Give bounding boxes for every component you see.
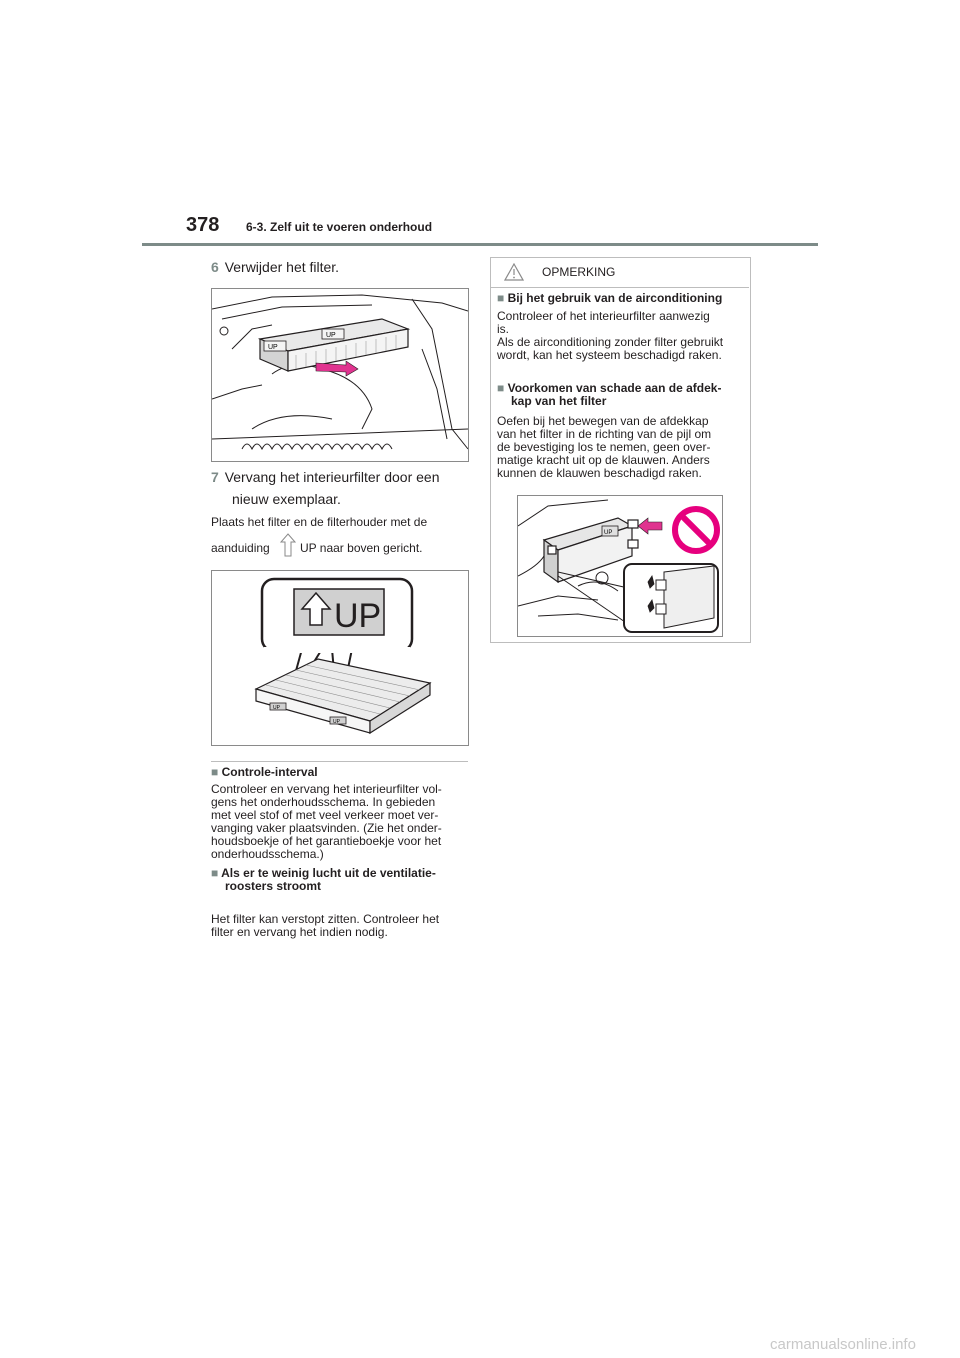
- notice-item-1-body: [497, 310, 723, 362]
- instruction-line-2-pre: aanduiding: [211, 541, 270, 555]
- text-line: Het filter kan verstopt zitten. Controleer het: [211, 912, 440, 926]
- controle-body: [211, 783, 442, 861]
- page-number: 378: [186, 214, 220, 236]
- up-marking-illustration: [212, 571, 468, 745]
- figure-remove-filter: [211, 288, 469, 462]
- controle-heading: [211, 766, 318, 779]
- fig2-small-up-label-2: UP: [333, 719, 340, 725]
- remove-filter-illustration: [212, 289, 468, 461]
- fig2-big-up-label: UP: [334, 597, 382, 635]
- section-separator: [211, 761, 468, 762]
- bullet-square-icon: ■: [211, 765, 219, 779]
- text-line: van het filter in de richting van de pijl om: [497, 427, 712, 441]
- notice-title: OPMERKING: [542, 265, 616, 279]
- bullet-square-icon: ■: [211, 866, 219, 880]
- step-number: 6: [211, 259, 219, 275]
- bullet-square-icon: ■: [497, 291, 505, 305]
- text-line: Als de airconditioning zonder filter gebruikt: [497, 335, 724, 349]
- notice-item-2-heading: [497, 382, 721, 408]
- text-line: met veel stof of met veel verkeer moet ver-: [211, 808, 439, 822]
- text-line: kunnen de klauwen beschadigd raken.: [497, 466, 702, 480]
- cover-claws-illustration: [518, 496, 722, 636]
- notice-item-1-heading: [497, 292, 722, 305]
- lucht-heading: [211, 867, 436, 893]
- text-line: Controleer of het interieurfilter aanwezig: [497, 309, 710, 323]
- notice-item-1-title: Bij het gebruik van de airconditioning: [507, 291, 723, 305]
- fig1-up-label-1: UP: [268, 344, 278, 351]
- warning-triangle-icon: [504, 263, 524, 281]
- notice-header: [490, 257, 749, 288]
- up-arrow-icon: [280, 533, 296, 557]
- instruction-line-2-post: UP naar boven gericht.: [300, 541, 423, 555]
- notice-item-2-title-line-1: Voorkomen van schade aan de afdek-: [507, 381, 722, 395]
- text-line: vanging vaker plaatsvinden. (Zie het onder-: [211, 821, 442, 835]
- step-text: Verwijder het filter.: [224, 259, 340, 275]
- figure-cover-claws: [517, 495, 723, 637]
- lucht-title-line-2: roosters stroomt: [225, 879, 322, 893]
- text-line: wordt, kan het systeem beschadigd raken.: [497, 348, 722, 362]
- fig3-up-label: UP: [604, 530, 613, 536]
- section-title: 6-3. Zelf uit te voeren onderhoud: [246, 220, 433, 234]
- step-7: [211, 466, 440, 488]
- text-line: onderhoudsschema.): [211, 847, 324, 861]
- watermark: carmanualsonline.info: [770, 1336, 916, 1353]
- step-text-line-1: Vervang het interieurfilter door een: [224, 469, 440, 485]
- text-line: is.: [497, 322, 509, 336]
- text-line: filter en vervang het indien nodig.: [211, 925, 388, 939]
- prohibited-icon: [675, 509, 717, 551]
- lucht-title-line-1: Als er te weinig lucht uit de ventilatie-: [221, 866, 436, 880]
- figure-up-marking: [211, 570, 469, 746]
- text-line: Controleer en vervang het interieurfilter vol-: [211, 782, 442, 796]
- text-line: de bevestiging los te nemen, geen over-: [497, 440, 711, 454]
- fig2-small-up-label-1: UP: [273, 705, 280, 711]
- bullet-square-icon: ■: [497, 381, 505, 395]
- instruction-line-1: Plaats het filter en de filterhouder met de: [211, 515, 428, 529]
- step-6: [211, 256, 339, 278]
- text-line: Oefen bij het bewegen van de afdekkap: [497, 414, 709, 428]
- step-7-line-2: nieuw exemplaar.: [232, 491, 341, 507]
- header-rule: [142, 243, 818, 246]
- controle-title: Controle-interval: [221, 765, 318, 779]
- text-line: matige kracht uit op de klauwen. Anders: [497, 453, 710, 467]
- push-arrow-icon: [638, 518, 662, 534]
- text-line: gens het onderhoudsschema. In gebieden: [211, 795, 436, 809]
- lucht-body: [211, 913, 439, 939]
- notice-item-2-title-line-2: kap van het filter: [511, 394, 607, 408]
- notice-item-2-body: [497, 415, 711, 480]
- step-number: 7: [211, 469, 219, 485]
- text-line: houdsboekje of het garantieboekje voor het: [211, 834, 442, 848]
- fig1-up-label-2: UP: [326, 332, 336, 339]
